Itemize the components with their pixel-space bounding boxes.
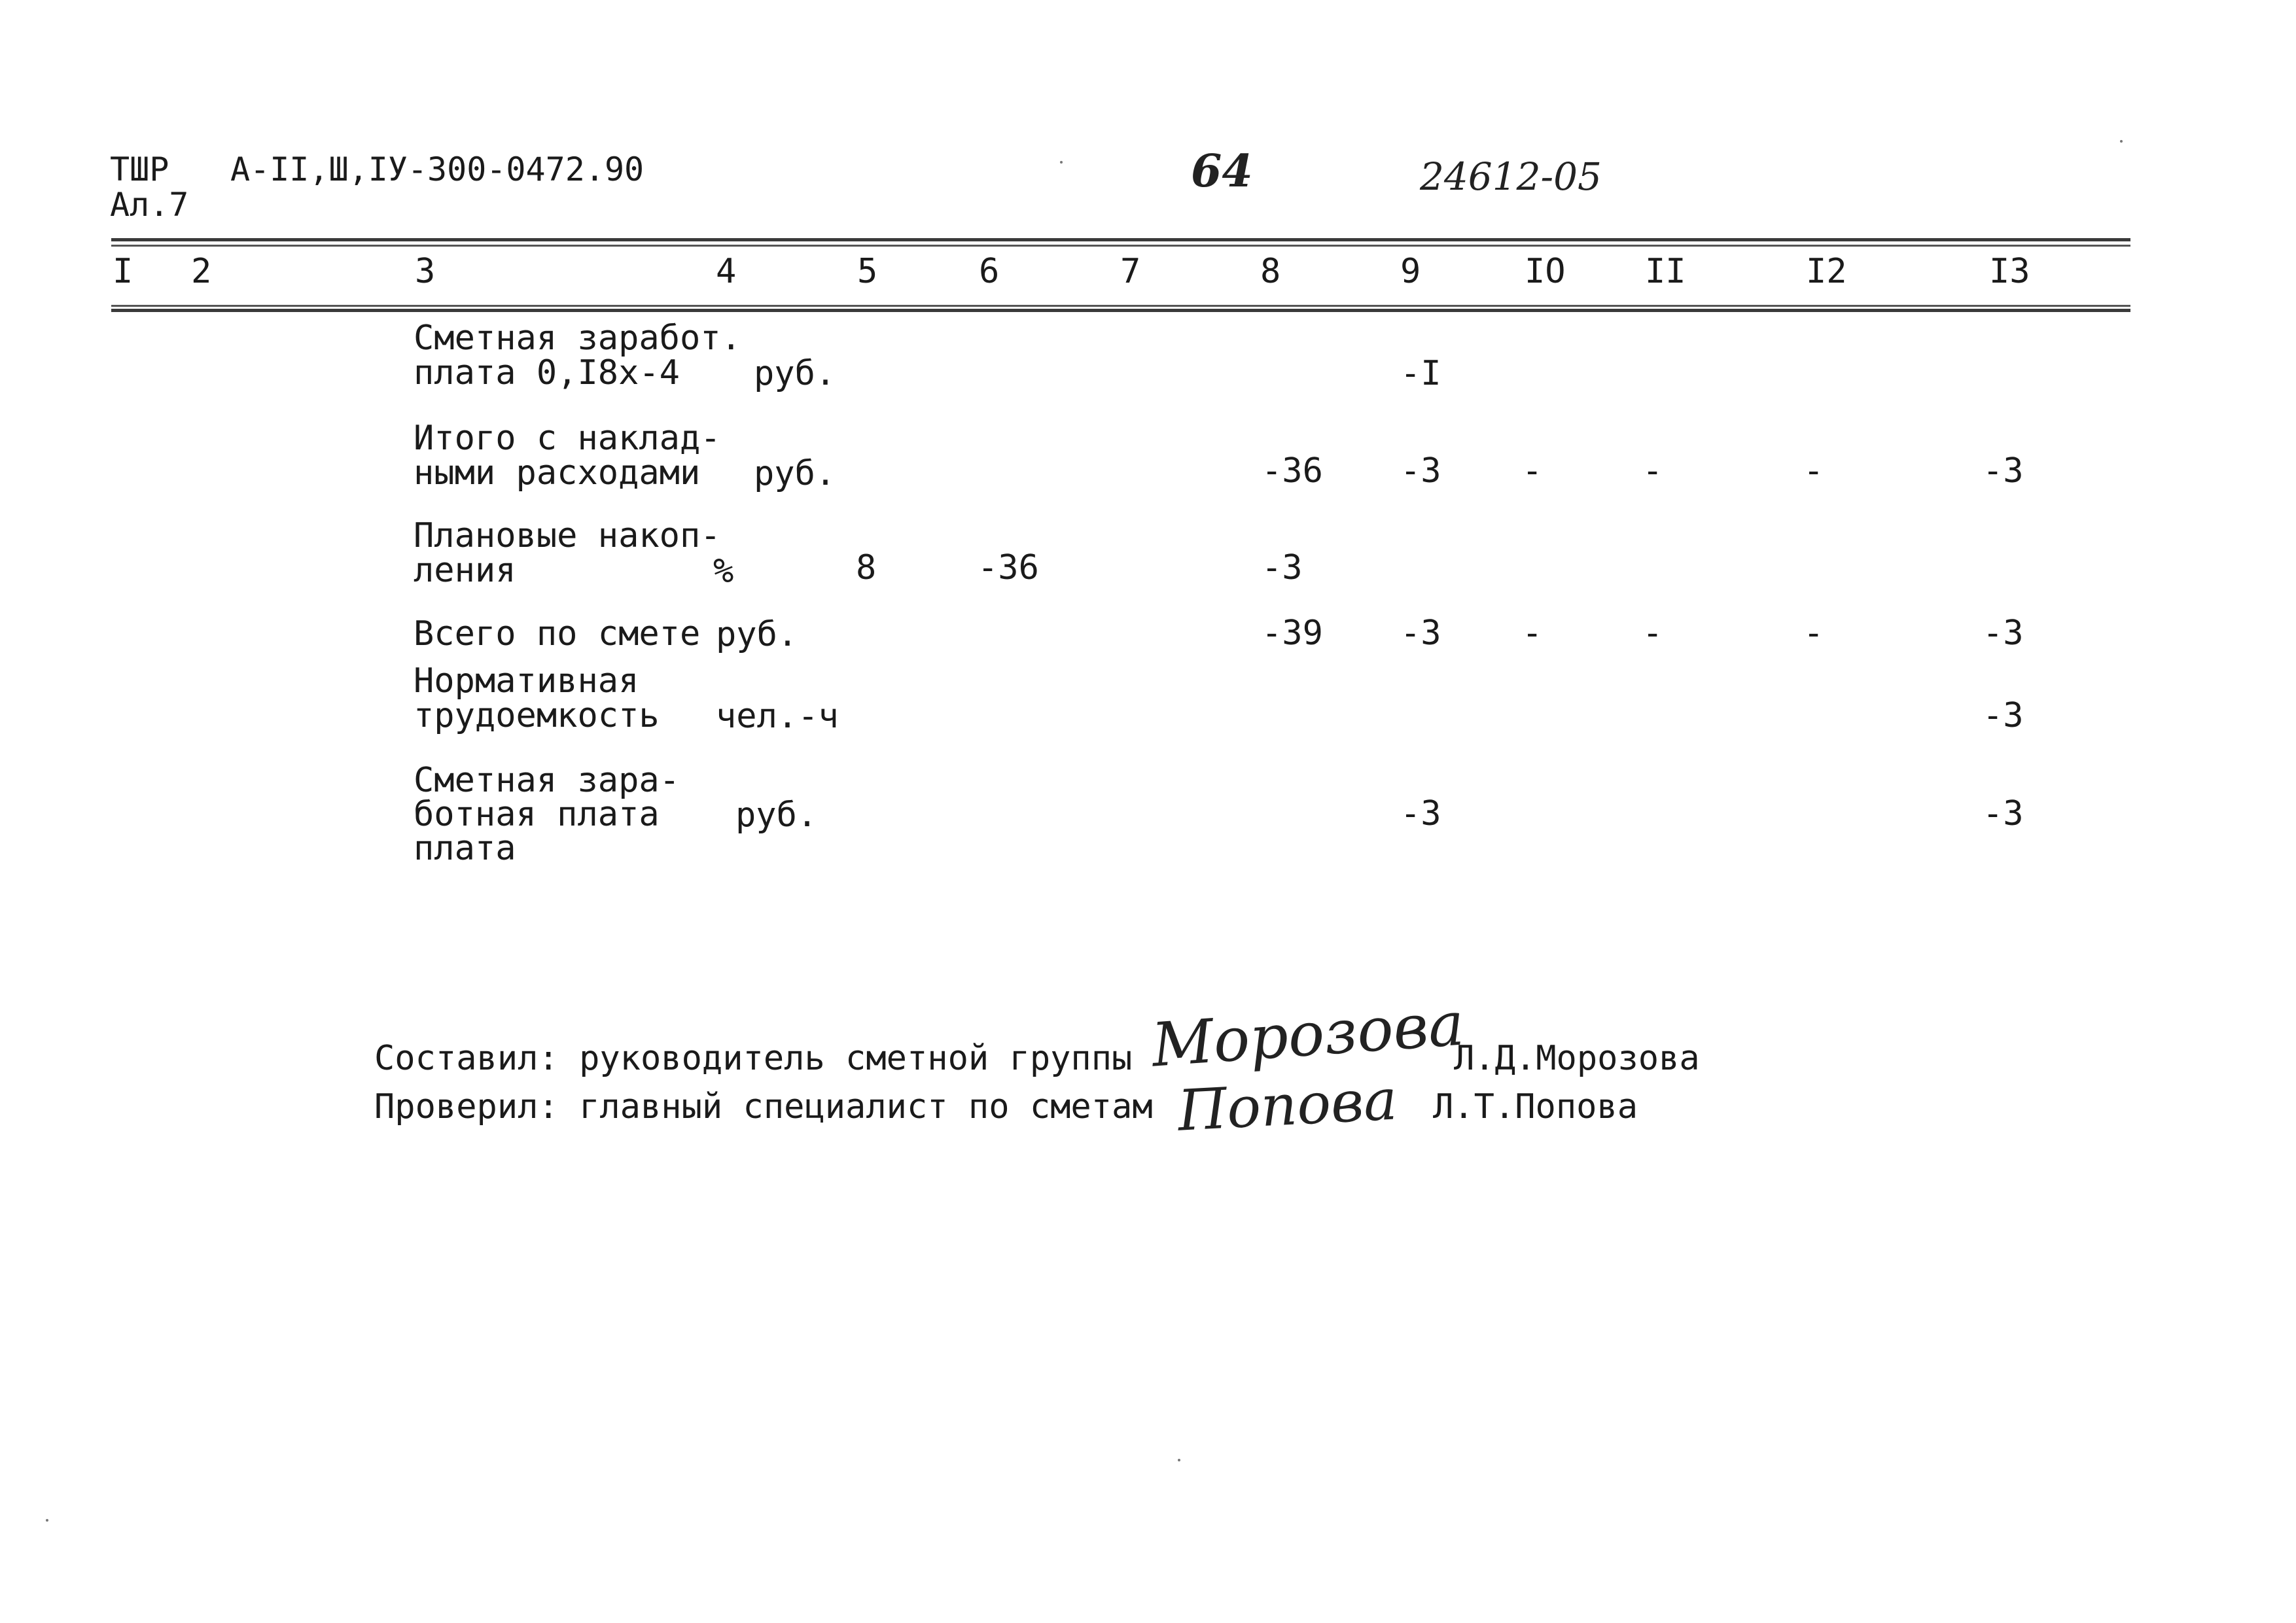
row-unit: руб. (716, 615, 798, 654)
row-unit: руб. (754, 354, 836, 393)
table-top-rule-inner (111, 245, 2130, 247)
row-unit: чел.-ч (716, 697, 839, 736)
doc-code-line1: ТШР (110, 150, 169, 188)
compiled-signature: Морозова (1149, 988, 1466, 1081)
cell-col9: -I (1400, 354, 1441, 393)
cell-col11: - (1642, 451, 1663, 491)
row-label-line: Плановые накоп- (414, 516, 721, 555)
cell-col8: -36 (1262, 451, 1323, 491)
row-unit: % (713, 551, 734, 591)
cell-col8: -3 (1262, 548, 1303, 587)
scan-speck (1060, 161, 1063, 164)
cell-col13: -3 (1983, 794, 2024, 833)
cell-col11: - (1642, 614, 1663, 653)
row-label-line: Сметная зара- (414, 761, 680, 800)
cell-col5: 8 (856, 548, 877, 587)
page-number: 64 (1191, 145, 1253, 198)
table-header-rule-inner (111, 309, 2130, 312)
scan-speck (46, 1519, 48, 1522)
col-num-9: 9 (1400, 252, 1421, 291)
col-num-8: 8 (1260, 252, 1281, 291)
row-label-line: Всего по смете (414, 614, 701, 654)
checked-signature: Попова (1176, 1067, 1399, 1144)
col-num-10: IO (1525, 252, 1566, 291)
table-header-rule (111, 305, 2130, 307)
col-num-4: 4 (716, 252, 737, 291)
scan-speck (1178, 1459, 1180, 1461)
cell-col12: - (1803, 451, 1824, 491)
compiled-by-text: Составил: руководитель сметной группы (374, 1039, 1133, 1078)
row-label-line: ботная плата (414, 795, 660, 834)
series-code: А-II,Ш,IУ-300-0472.90 (230, 150, 645, 188)
scan-speck (2120, 140, 2123, 143)
row-label-line: трудоемкость (414, 696, 660, 735)
cell-col9: -3 (1400, 614, 1441, 653)
col-num-11: II (1645, 252, 1686, 291)
col-num-13: I3 (1989, 252, 2030, 291)
col-num-6: 6 (979, 252, 1000, 291)
cell-col12: - (1803, 614, 1824, 653)
cell-col8: -39 (1262, 614, 1323, 653)
checked-by-name: Л.Т.Попова (1433, 1087, 1638, 1126)
col-num-3: 3 (415, 252, 436, 291)
row-label-line: ными расходами (414, 453, 701, 493)
row-label-line: плата (414, 829, 516, 868)
cell-col13: -3 (1983, 696, 2024, 735)
row-label-line: Сметная заработ. (414, 319, 741, 358)
row-unit: руб. (754, 454, 836, 493)
row-label-line: Нормативная (414, 661, 639, 701)
inventory-number: 24612-05 (1420, 154, 1602, 199)
cell-col10: - (1522, 451, 1543, 491)
doc-code-line2: Ал.7 (110, 186, 189, 224)
cell-col9: -3 (1400, 451, 1441, 491)
col-num-2: 2 (191, 252, 212, 291)
cell-col6: -36 (978, 548, 1039, 587)
col-num-7: 7 (1120, 252, 1141, 291)
table-top-rule (111, 238, 2130, 241)
col-num-1: I (113, 252, 133, 291)
row-unit: руб. (735, 795, 818, 835)
cell-col13: -3 (1983, 451, 2024, 491)
row-label-line: ления (414, 551, 516, 590)
cell-col13: -3 (1983, 614, 2024, 653)
cell-col9: -3 (1400, 794, 1441, 833)
cell-col10: - (1522, 614, 1543, 653)
col-num-12: I2 (1806, 252, 1847, 291)
col-num-5: 5 (857, 252, 878, 291)
compiled-by-name: Л.Д.Морозова (1454, 1039, 1700, 1078)
row-label-line: Итого с наклад- (414, 419, 721, 458)
row-label-line: плата 0,I8х-4 (414, 353, 680, 393)
checked-by-text: Проверил: главный специалист по сметам (374, 1087, 1153, 1126)
